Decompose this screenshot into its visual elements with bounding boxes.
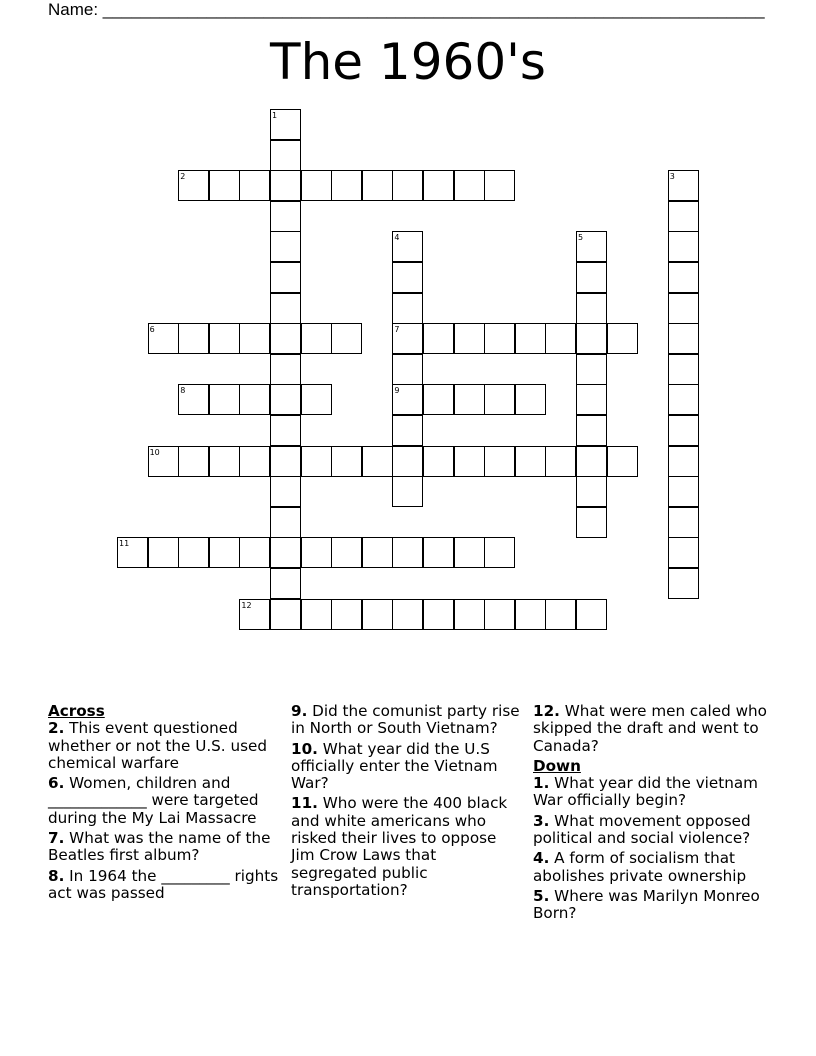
clue-column-3 bbox=[533, 703, 769, 926]
crossword-cell[interactable] bbox=[576, 293, 607, 324]
crossword-cell[interactable] bbox=[270, 170, 301, 201]
crossword-cell[interactable] bbox=[484, 599, 515, 630]
crossword-cell[interactable] bbox=[209, 384, 240, 415]
crossword-cell[interactable] bbox=[515, 323, 546, 354]
crossword-cell[interactable] bbox=[668, 293, 699, 324]
crossword-cell[interactable] bbox=[576, 415, 607, 446]
crossword-cell[interactable] bbox=[331, 599, 362, 630]
clue-number: 6. bbox=[48, 774, 65, 793]
crossword-cell[interactable] bbox=[209, 537, 240, 568]
clue-text: What were men caled who skipped the draft and went to Canada? bbox=[533, 702, 767, 755]
cell-number: 2 bbox=[180, 172, 186, 182]
crossword-cell[interactable] bbox=[668, 323, 699, 354]
crossword-cell[interactable] bbox=[239, 384, 270, 415]
clue-number: 2. bbox=[48, 719, 65, 738]
crossword-cell[interactable] bbox=[270, 293, 301, 324]
crossword-cell[interactable] bbox=[454, 599, 485, 630]
crossword-cell[interactable] bbox=[301, 170, 332, 201]
clue-text: What movement opposed political and social violence? bbox=[533, 811, 751, 848]
clue-item bbox=[533, 888, 769, 923]
across-header: Across bbox=[48, 702, 105, 720]
clue-column-2 bbox=[291, 703, 523, 902]
clue-number: 5. bbox=[533, 886, 550, 905]
clue-item bbox=[48, 775, 284, 827]
crossword-cell[interactable] bbox=[423, 170, 454, 201]
crossword-cell[interactable] bbox=[423, 323, 454, 354]
cell-number: 8 bbox=[180, 386, 186, 396]
crossword-cell[interactable] bbox=[178, 537, 209, 568]
crossword-cell[interactable] bbox=[392, 262, 423, 293]
cell-number: 1 bbox=[272, 111, 278, 120]
crossword-cell[interactable] bbox=[270, 476, 301, 507]
crossword-cell[interactable] bbox=[423, 537, 454, 568]
down-header: Down bbox=[533, 756, 581, 775]
page-title: The 1960's bbox=[270, 33, 546, 91]
crossword-cell[interactable] bbox=[515, 446, 546, 477]
crossword-cell[interactable] bbox=[484, 537, 515, 568]
crossword-cell[interactable] bbox=[362, 537, 393, 568]
crossword-cell[interactable] bbox=[545, 599, 576, 630]
clue-number: 3. bbox=[533, 811, 550, 830]
cell-number: 12 bbox=[241, 600, 252, 610]
crossword-cell[interactable] bbox=[545, 323, 576, 354]
crossword-cell[interactable] bbox=[270, 415, 301, 446]
crossword-cell[interactable] bbox=[301, 599, 332, 630]
cell-number: 4 bbox=[394, 233, 400, 243]
crossword-cell[interactable] bbox=[545, 446, 576, 477]
crossword-cell[interactable] bbox=[331, 170, 362, 201]
clue-item bbox=[533, 850, 769, 885]
cell-number: 9 bbox=[394, 386, 400, 396]
clue-number: 4. bbox=[533, 849, 550, 868]
crossword-cell[interactable] bbox=[331, 537, 362, 568]
crossword-cell[interactable] bbox=[515, 384, 546, 415]
crossword-cell[interactable] bbox=[484, 446, 515, 477]
crossword-cell[interactable] bbox=[576, 446, 607, 477]
crossword-cell[interactable] bbox=[270, 323, 301, 354]
crossword-cell[interactable] bbox=[270, 568, 301, 599]
crossword-cell[interactable] bbox=[484, 384, 515, 415]
clue-text: What was the name of the Beatles first album? bbox=[48, 829, 271, 865]
crossword-cell[interactable] bbox=[576, 476, 607, 507]
clue-text: Who were the 400 black and white americans who risked their lives to oppose Jim Crow Laws that segregated public transportation? bbox=[291, 794, 508, 899]
clue-text: Women, children and _____________ were targeted during the My Lai Massacre bbox=[48, 774, 259, 827]
crossword-cell[interactable] bbox=[392, 293, 423, 324]
crossword-cell[interactable] bbox=[423, 446, 454, 477]
crossword-cell[interactable] bbox=[668, 537, 699, 568]
crossword-cell[interactable] bbox=[576, 354, 607, 385]
crossword-cell[interactable] bbox=[454, 323, 485, 354]
crossword-cell[interactable] bbox=[454, 384, 485, 415]
clue-number: 7. bbox=[48, 829, 65, 848]
crossword-cell[interactable] bbox=[270, 537, 301, 568]
crossword-cell[interactable] bbox=[668, 415, 699, 446]
clue-item bbox=[291, 795, 523, 899]
crossword-cell[interactable] bbox=[392, 446, 423, 477]
crossword-cell[interactable] bbox=[668, 446, 699, 477]
clue-text: Did the comunist party rise in North or South Vietnam? bbox=[291, 702, 520, 738]
crossword-cell[interactable] bbox=[576, 323, 607, 354]
crossword-cell[interactable] bbox=[392, 476, 423, 507]
crossword-cell[interactable] bbox=[301, 537, 332, 568]
crossword-cell[interactable] bbox=[331, 323, 362, 354]
clue-text: What year did the vietnam War officially begin? bbox=[533, 774, 758, 810]
crossword-cell[interactable] bbox=[392, 170, 423, 201]
crossword-cell[interactable] bbox=[576, 384, 607, 415]
crossword-cell[interactable] bbox=[576, 262, 607, 293]
crossword-cell[interactable] bbox=[607, 323, 638, 354]
crossword-cell[interactable] bbox=[148, 537, 179, 568]
crossword-cell[interactable] bbox=[576, 507, 607, 538]
crossword-cell[interactable] bbox=[301, 384, 332, 415]
crossword-cell[interactable] bbox=[209, 170, 240, 201]
clue-text: What year did the U.S officially enter the Vietnam War? bbox=[291, 739, 498, 793]
clue-item bbox=[48, 720, 284, 772]
clue-number: 11. bbox=[291, 794, 318, 813]
crossword-cell[interactable] bbox=[668, 354, 699, 385]
crossword-cell[interactable] bbox=[270, 384, 301, 415]
crossword-cell[interactable] bbox=[668, 476, 699, 507]
cell-number: 11 bbox=[119, 539, 130, 549]
crossword-cell[interactable] bbox=[607, 446, 638, 477]
clue-text: A form of socialism that abolishes private ownership bbox=[533, 849, 747, 885]
clue-item bbox=[533, 703, 769, 755]
cell-number: 5 bbox=[578, 233, 584, 243]
crossword-cell[interactable] bbox=[362, 170, 393, 201]
crossword-cell[interactable] bbox=[362, 446, 393, 477]
crossword-cell[interactable] bbox=[362, 599, 393, 630]
crossword-cell[interactable] bbox=[209, 446, 240, 477]
crossword-cell[interactable] bbox=[423, 599, 454, 630]
crossword-cell[interactable] bbox=[270, 140, 301, 171]
crossword-cell[interactable] bbox=[668, 231, 699, 262]
crossword-cell[interactable] bbox=[668, 507, 699, 538]
crossword-cell[interactable] bbox=[515, 599, 546, 630]
clue-item bbox=[48, 830, 284, 865]
crossword-cell[interactable] bbox=[178, 446, 209, 477]
clue-text: Where was Marilyn Monreo Born? bbox=[533, 886, 760, 923]
crossword-cell[interactable] bbox=[270, 231, 301, 262]
crossword-cell[interactable] bbox=[270, 507, 301, 538]
crossword-cell[interactable] bbox=[392, 599, 423, 630]
name-line: Name: ______________________________________________________________________ bbox=[48, 0, 765, 19]
clue-number: 9. bbox=[291, 702, 308, 720]
crossword-cell[interactable] bbox=[239, 170, 270, 201]
crossword-cell[interactable] bbox=[484, 170, 515, 201]
crossword-cell[interactable] bbox=[668, 262, 699, 293]
clue-item bbox=[48, 868, 284, 903]
clue-number: 8. bbox=[48, 866, 65, 885]
crossword-cell[interactable] bbox=[392, 415, 423, 446]
clue-number: 10. bbox=[291, 739, 318, 758]
crossword-cell[interactable] bbox=[270, 446, 301, 477]
crossword-cell[interactable] bbox=[454, 170, 485, 201]
crossword-cell[interactable] bbox=[270, 354, 301, 385]
cell-number: 6 bbox=[149, 325, 155, 335]
clue-number: 1. bbox=[533, 774, 550, 793]
clue-item bbox=[291, 703, 523, 738]
crossword-cell[interactable] bbox=[576, 599, 607, 630]
clue-number: 12. bbox=[533, 702, 560, 720]
crossword-cell[interactable] bbox=[392, 537, 423, 568]
clue-item bbox=[533, 813, 769, 848]
crossword-cell[interactable] bbox=[331, 446, 362, 477]
crossword-cell[interactable] bbox=[454, 537, 485, 568]
crossword-cell[interactable] bbox=[270, 201, 301, 232]
crossword-cell[interactable] bbox=[668, 568, 699, 599]
crossword-cell[interactable] bbox=[209, 323, 240, 354]
crossword-cell[interactable] bbox=[301, 323, 332, 354]
crossword-cell[interactable] bbox=[270, 262, 301, 293]
cell-number: 7 bbox=[394, 325, 400, 335]
cell-number: 10 bbox=[149, 447, 160, 457]
crossword-cell[interactable] bbox=[484, 323, 515, 354]
crossword-cell[interactable] bbox=[668, 201, 699, 232]
crossword-cell[interactable] bbox=[668, 384, 699, 415]
clue-text: This event questioned whether or not the U.S. used chemical warfare bbox=[48, 719, 267, 772]
clue-column-1 bbox=[48, 703, 284, 905]
clue-item bbox=[533, 775, 769, 810]
crossword-cell[interactable] bbox=[423, 384, 454, 415]
crossword-cell[interactable] bbox=[454, 446, 485, 477]
crossword-cell[interactable] bbox=[178, 323, 209, 354]
crossword-cell[interactable] bbox=[301, 446, 332, 477]
crossword-cell[interactable] bbox=[392, 354, 423, 385]
crossword-cell[interactable] bbox=[270, 599, 301, 630]
clue-text: In 1964 the _________ rights act was passed bbox=[48, 866, 279, 902]
clue-item bbox=[291, 741, 523, 793]
crossword-cell[interactable] bbox=[239, 323, 270, 354]
crossword-cell[interactable] bbox=[239, 537, 270, 568]
crossword-cell[interactable] bbox=[239, 446, 270, 477]
cell-number: 3 bbox=[669, 172, 675, 182]
